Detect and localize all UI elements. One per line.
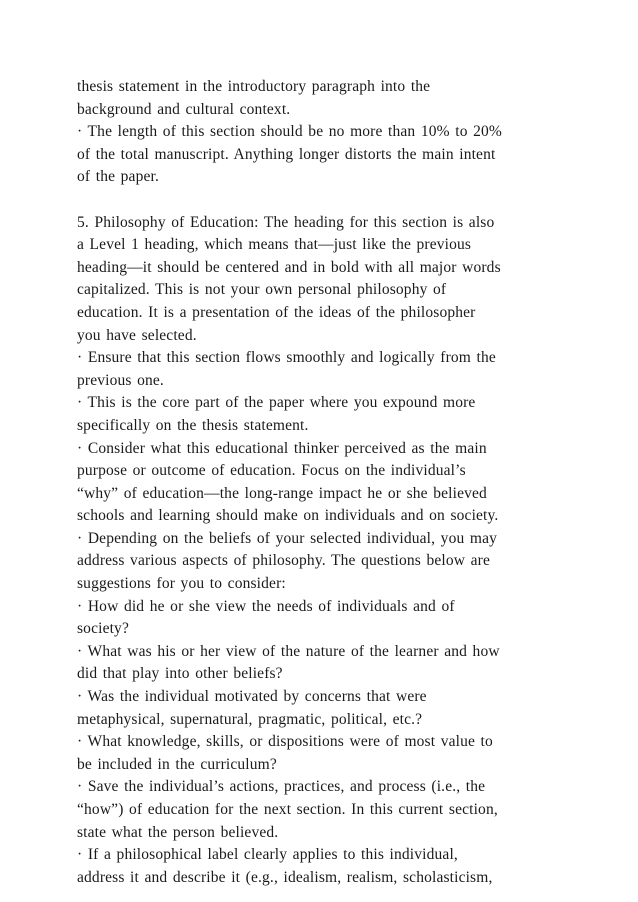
bullet-line: · How did he or she view the needs of individuals and of — [77, 597, 455, 615]
text-line: society? — [77, 620, 129, 638]
document-body — [77, 76, 567, 889]
text-line: heading—it should be centered and in bold with all major words — [77, 258, 501, 276]
text-line: metaphysical, supernatural, pragmatic, political, etc.? — [77, 710, 423, 728]
text-line: did that play into other beliefs? — [77, 665, 283, 683]
text-line: · The length of this section should be no more than 10% to 20% — [77, 123, 502, 141]
text-line: schools and learning should make on individuals and on society. — [77, 507, 499, 525]
bullet-line: · What knowledge, skills, or dispositions were of most value to — [77, 733, 493, 751]
bullet-line: · Save the individual’s actions, practices, and process (i.e., the — [77, 778, 486, 796]
section-heading-line: 5. Philosophy of Education: The heading for this section is also — [77, 213, 495, 231]
text-line: suggestions for you to consider: — [77, 575, 286, 593]
bullet-line: · If a philosophical label clearly applies to this individual, — [77, 846, 458, 864]
text-line: background and cultural context. — [77, 100, 291, 118]
text-line: previous one. — [77, 371, 164, 389]
bullet-line: · Depending on the beliefs of your selected individual, you may — [77, 529, 498, 547]
bullet-line: · What was his or her view of the nature of the learner and how — [77, 642, 500, 660]
text-line: you have selected. — [77, 326, 197, 344]
text-line: specifically on the thesis statement. — [77, 416, 309, 434]
text-line: “how”) of education for the next section. In this current section, — [77, 801, 498, 818]
text-line: capitalized. This is not your own personal philosophy of — [77, 281, 447, 299]
text-line: thesis statement in the introductory paragraph into the — [77, 78, 431, 95]
bullet-line: · Consider what this educational thinker perceived as the main — [77, 439, 487, 457]
bullet-line: · This is the core part of the paper where you expound more — [77, 394, 476, 412]
text-line: address various aspects of philosophy. The questions below are — [77, 552, 491, 570]
text-line: state what the person believed. — [77, 823, 279, 841]
text-line: of the total manuscript. Anything longer distorts the main intent — [77, 145, 496, 163]
text-line: “why” of education—the long-range impact he or she believed — [77, 484, 487, 502]
blank-line — [77, 189, 567, 212]
text-line: of the paper. — [77, 168, 159, 186]
bullet-line: · Was the individual motivated by concerns that were — [77, 688, 427, 706]
text-line: address it and describe it (e.g., idealism, realism, scholasticism, — [77, 868, 493, 886]
bullet-line: · Ensure that this section flows smoothly and logically from the — [77, 349, 496, 367]
text-line: purpose or outcome of education. Focus on the individual’s — [77, 462, 466, 480]
text-line: education. It is a presentation of the ideas of the philosopher — [77, 303, 476, 321]
text-line: a Level 1 heading, which means that—just like the previous — [77, 236, 472, 254]
text-line: be included in the curriculum? — [77, 755, 277, 773]
